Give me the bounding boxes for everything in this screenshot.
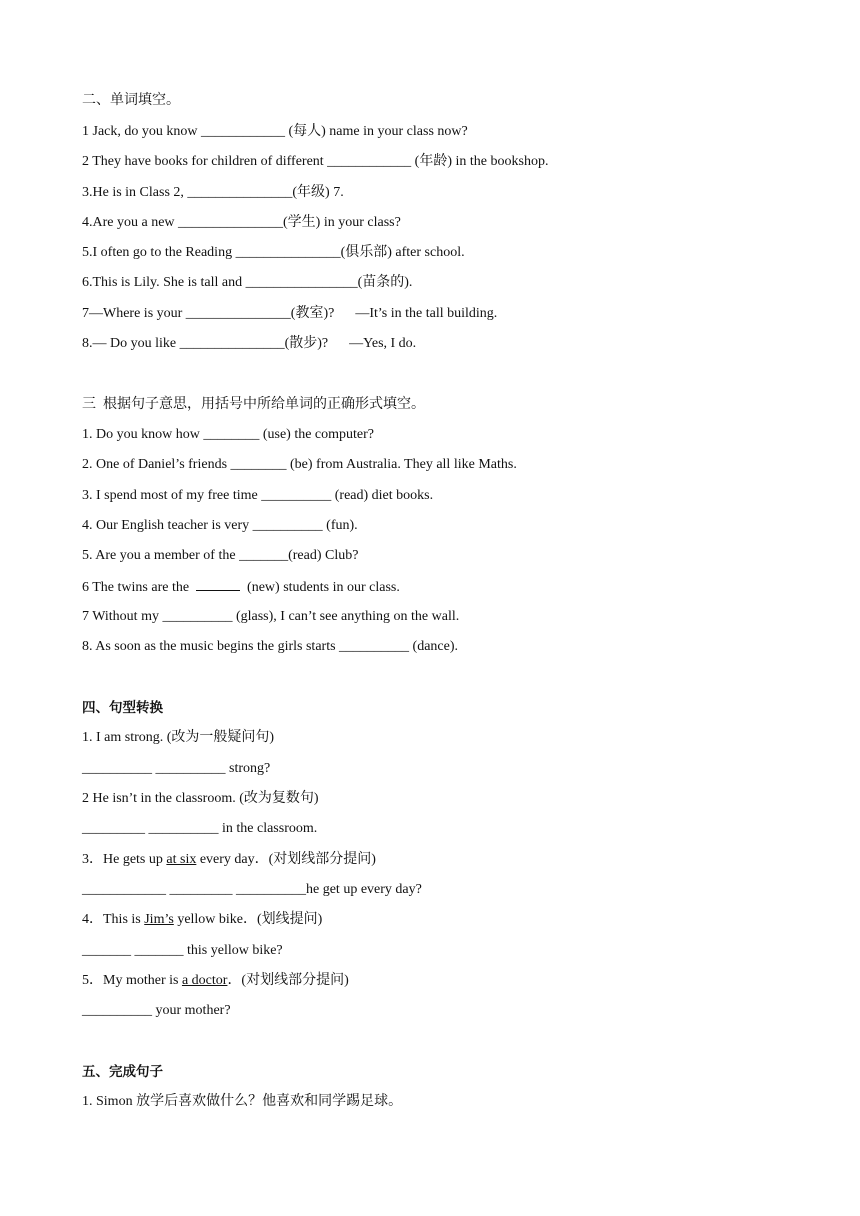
q5-underlined: a doctor bbox=[181, 973, 228, 988]
q5-text-pre: 5．My mother is bbox=[82, 973, 182, 988]
section4-answer-4: _______ _______ this yellow bike? bbox=[82, 943, 283, 958]
q4-text-pre: 4．This is bbox=[82, 912, 145, 927]
section4-answer-3: ____________ _________ __________he get up every day? bbox=[82, 882, 422, 897]
section2-item-3: 3.He is in Class 2, _______________(年级) 7. bbox=[82, 185, 344, 200]
answer-blank bbox=[196, 578, 240, 591]
section4-question-2: 2 He isn’t in the classroom. (改为复数句) bbox=[82, 791, 319, 806]
q3-underlined: at six bbox=[166, 852, 197, 867]
section3-item-7: 7 Without my __________ (glass), I can’t see anything on the wall. bbox=[82, 609, 460, 624]
section3-item-1: 1. Do you know how ________ (use) the computer? bbox=[82, 427, 375, 442]
section3-item-5: 5. Are you a member of the _______(read) Club? bbox=[82, 548, 359, 563]
section4-answer-2: _________ __________ in the classroom. bbox=[82, 821, 318, 836]
section4-question-3 bbox=[82, 851, 376, 869]
q5-text-post: ．(对划线部分提问) bbox=[227, 973, 349, 988]
section2-item-4: 4.Are you a new _______________(学生) in your class? bbox=[82, 215, 401, 230]
section5-title: 五、完成句子 bbox=[82, 1064, 163, 1080]
section5-question-1: 1. Simon 放学后喜欢做什么？他喜欢和同学踢足球。 bbox=[82, 1094, 403, 1109]
q4-underlined: Jim’s bbox=[144, 912, 174, 927]
section4-question-1: 1. I am strong. (改为一般疑问句) bbox=[82, 730, 275, 745]
section3-item-3: 3. I spend most of my free time __________ (read) diet books. bbox=[82, 488, 434, 503]
section2-item-8: 8.— Do you like _______________(散步)? —Yes, I do. bbox=[82, 336, 417, 351]
q3-text-post: every day．(对划线部分提问) bbox=[196, 852, 376, 867]
section2-item-5: 5.I often go to the Reading _______________(俱乐部) after school. bbox=[82, 245, 465, 260]
section4-answer-1: __________ __________ strong? bbox=[82, 761, 271, 776]
section3-item-6-post: (new) students in our class. bbox=[240, 580, 400, 595]
section3-item-6 bbox=[82, 578, 400, 597]
section2-item-6: 6.This is Lily. She is tall and ________________(苗条的). bbox=[82, 275, 413, 290]
section2-item-2: 2 They have books for children of different ____________ (年龄) in the bookshop. bbox=[82, 154, 549, 169]
section4-title: 四、句型转换 bbox=[82, 700, 163, 716]
section4-question-4 bbox=[82, 911, 322, 929]
section3-item-2: 2. One of Daniel’s friends ________ (be) from Australia. They all like Maths. bbox=[82, 457, 517, 472]
q3-text-pre: 3．He gets up bbox=[82, 852, 167, 867]
q4-text-post: yellow bike．(划线提问) bbox=[173, 912, 323, 927]
section4-answer-5: __________ your mother? bbox=[82, 1003, 231, 1018]
section3-item-4: 4. Our English teacher is very __________ (fun). bbox=[82, 518, 358, 533]
section2-item-1: 1 Jack, do you know ____________ (每人) name in your class now? bbox=[82, 124, 468, 139]
section3-item-8: 8. As soon as the music begins the girls starts __________ (dance). bbox=[82, 639, 459, 654]
section3-title: 三 根据句子意思，用括号中所给单词的正确形式填空。 bbox=[82, 397, 425, 412]
section2-item-7: 7—Where is your _______________(教室)? —It’s in the tall building. bbox=[82, 306, 498, 321]
section4-question-5 bbox=[82, 972, 349, 990]
section3-item-6-pre: 6 The twins are the bbox=[82, 580, 197, 595]
section2-title: 二、单词填空。 bbox=[82, 93, 180, 108]
